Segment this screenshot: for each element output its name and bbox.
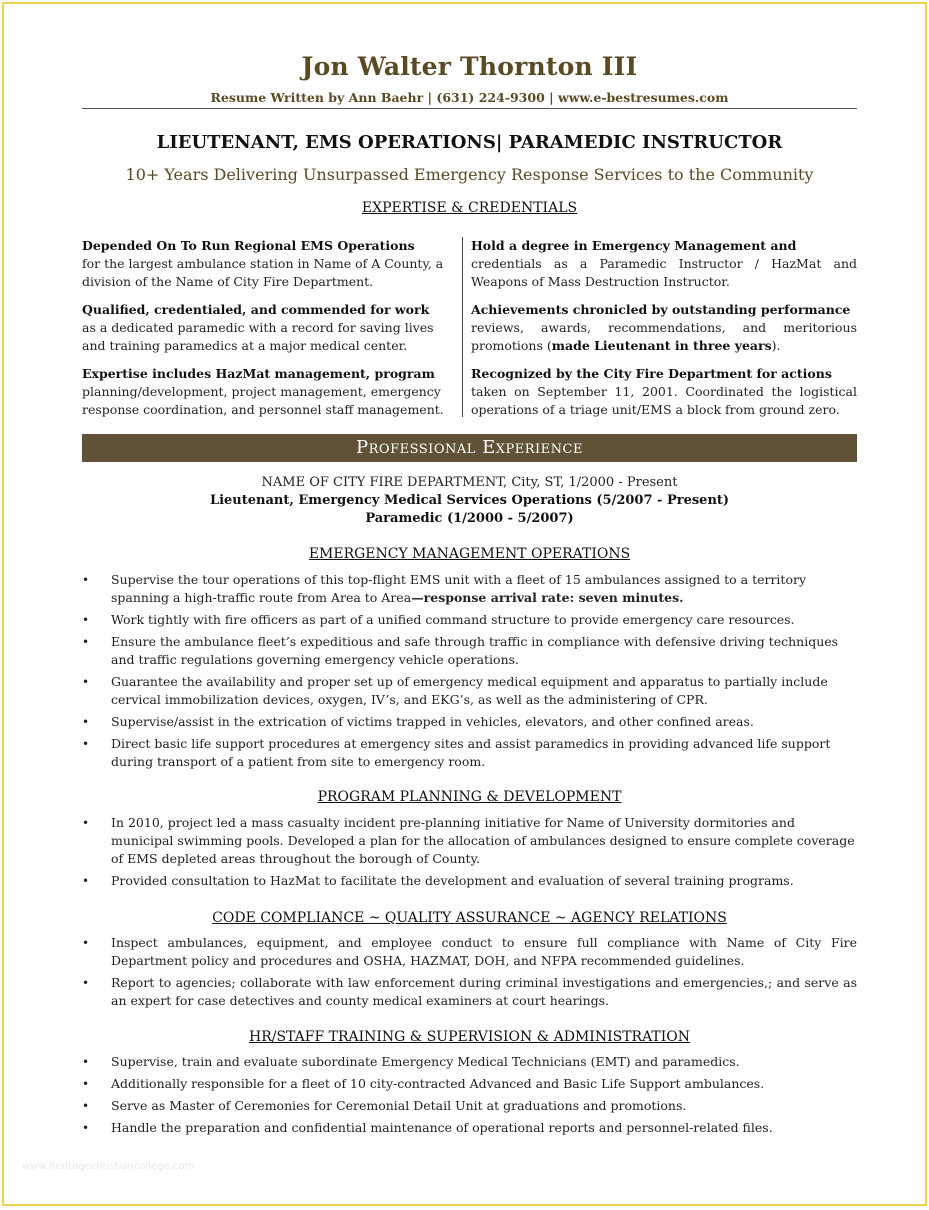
bullet-icon: •	[82, 635, 90, 649]
bullet-icon: •	[82, 573, 90, 587]
list-item	[82, 633, 857, 669]
bullet-text: Work tightly with fire officers as part of a unified command structure to provide emergency care resources.	[111, 612, 795, 627]
candidate-name: Jon Walter Thornton III	[301, 52, 638, 81]
bullet-list-hr-staff	[82, 1053, 857, 1141]
resume-page	[2, 2, 927, 1206]
bullet-list-code-compliance	[82, 934, 857, 1014]
list-item	[82, 673, 857, 709]
expertise-item	[471, 237, 857, 291]
list-item	[82, 713, 857, 731]
bullet-icon: •	[82, 1099, 90, 1113]
header-rule	[82, 108, 857, 109]
expertise-columns	[82, 237, 857, 417]
expertise-lead: Depended On To Run Regional EMS Operations	[82, 238, 415, 253]
list-item	[82, 1097, 857, 1115]
expertise-item	[471, 301, 857, 355]
bullet-text: Supervise/assist in the extrication of victims trapped in vehicles, elevators, and other confined areas.	[111, 714, 754, 729]
bullet-list-program-planning	[82, 814, 857, 894]
list-item	[82, 1119, 857, 1137]
bullet-text: Inspect ambulances, equipment, and employee conduct to ensure full compliance with Name of City Fire Department policy and procedures and OSHA, HAZMAT, DOH, and NFPA recommended guidelines.	[111, 935, 857, 968]
section-title-hr-staff: HR/STAFF TRAINING & SUPERVISION & ADMINISTRATION	[248, 1029, 691, 1045]
expertise-body: reviews, awards, recommendations, and meritorious promotions (	[471, 320, 857, 353]
employer-line: NAME OF CITY FIRE DEPARTMENT, City, ST, 1/2000 - Present	[261, 475, 678, 490]
bullet-text: Provided consultation to HazMat to facilitate the development and evaluation of several training programs.	[111, 873, 794, 888]
bullet-icon: •	[82, 816, 90, 830]
bullet-icon: •	[82, 675, 90, 689]
bullet-icon: •	[82, 715, 90, 729]
bullet-text: Additionally responsible for a fleet of 10 city-contracted Advanced and Basic Life Support ambulances.	[111, 1076, 765, 1091]
bullet-icon: •	[82, 936, 90, 950]
expertise-tail: ).	[771, 338, 781, 353]
expertise-lead: Achievements chronicled by outstanding performance	[471, 302, 851, 317]
list-item	[82, 611, 857, 629]
bullet-text: Guarantee the availability and proper set up of emergency medical equipment and apparatus to partially include cervical immobilization devices, oxygen, IV’s, and EKG’s, as well as the administering of CPR.	[111, 674, 828, 707]
footer-watermark: www.heritagechristiancollege.com	[22, 1161, 195, 1172]
expertise-body: credentials as a Paramedic Instructor / HazMat and Weapons of Mass Destruction Instructor.	[471, 256, 857, 289]
expertise-lead: Expertise includes HazMat management, program	[82, 366, 435, 381]
role-paramedic: Paramedic (1/2000 - 5/2007)	[365, 511, 574, 526]
role-lieutenant: Lieutenant, Emergency Medical Services Operations (5/2007 - Present)	[209, 493, 730, 508]
expertise-lead: Hold a degree in Emergency Management and	[471, 238, 797, 253]
section-title-program-planning: PROGRAM PLANNING & DEVELOPMENT	[317, 789, 622, 805]
bullet-icon: •	[82, 874, 90, 888]
bullet-text: Supervise, train and evaluate subordinate Emergency Medical Technicians (EMT) and paramedics.	[111, 1054, 740, 1069]
expertise-body: planning/development, project management, emergency response coordination, and personnel staff management.	[82, 384, 444, 417]
section-title-emergency-management: EMERGENCY MANAGEMENT OPERATIONS	[308, 546, 631, 562]
headline: LIEUTENANT, EMS OPERATIONS| PARAMEDIC INSTRUCTOR	[156, 132, 783, 153]
section-title-code-compliance: CODE COMPLIANCE ~ QUALITY ASSURANCE ~ AGENCY RELATIONS	[212, 910, 727, 926]
expertise-right-column	[471, 237, 857, 429]
expertise-lead: Recognized by the City Fire Department for actions	[471, 366, 832, 381]
list-item	[82, 814, 857, 868]
bullet-icon: •	[82, 737, 90, 751]
bullet-text: Handle the preparation and confidential maintenance of operational reports and personnel-related files.	[111, 1120, 773, 1135]
list-item	[82, 571, 857, 607]
expertise-item	[471, 365, 857, 419]
bullet-icon: •	[82, 613, 90, 627]
contact-line: Resume Written by Ann Baehr | (631) 224-9300 | www.e-bestresumes.com	[210, 90, 729, 105]
bullet-text: Report to agencies; collaborate with law enforcement during criminal investigations and emergencies,; and serve as an expert for case detectives and county medical examiners at court hearings.	[111, 975, 857, 1008]
tagline: 10+ Years Delivering Unsurpassed Emergency Response Services to the Community	[125, 165, 814, 184]
list-item	[82, 1053, 857, 1071]
list-item	[82, 974, 857, 1010]
expertise-item	[82, 301, 454, 355]
expertise-item	[82, 365, 454, 419]
expertise-body: taken on September 11, 2001. Coordinated the logistical operations of a triage unit/EMS a block from ground zero.	[471, 384, 857, 417]
bullet-text: Serve as Master of Ceremonies for Ceremonial Detail Unit at graduations and promotions.	[111, 1098, 687, 1113]
expertise-highlight: made Lieutenant in three years	[551, 338, 772, 353]
bullet-text: Direct basic life support procedures at emergency sites and assist paramedics in providing advanced life support during transport of a patient from site to emergency room.	[111, 736, 831, 769]
bullet-text: Ensure the ambulance fleet’s expeditious and safe through traffic in compliance with defensive driving techniques and traffic regulations governing emergency vehicle operations.	[111, 634, 839, 667]
bullet-text: Supervise the tour operations of this top-flight EMS unit with a fleet of 15 ambulances assigned to a territory spanning a high-traffic route from Area to Area	[111, 572, 807, 605]
expertise-lead: Qualified, credentialed, and commended for work	[82, 302, 430, 317]
expertise-item	[82, 237, 454, 291]
list-item	[82, 872, 857, 890]
expertise-title: EXPERTISE & CREDENTIALS	[361, 200, 578, 216]
expertise-left-column	[82, 237, 463, 417]
list-item	[82, 735, 857, 771]
bullet-highlight: —response arrival rate: seven minutes.	[411, 590, 684, 605]
bullet-icon: •	[82, 1077, 90, 1091]
bullet-list-emergency-management	[82, 571, 857, 775]
bullet-icon: •	[82, 1121, 90, 1135]
list-item	[82, 1075, 857, 1093]
list-item	[82, 934, 857, 970]
expertise-body: for the largest ambulance station in Name of A County, a division of the Name of City Fire Department.	[82, 256, 444, 289]
bullet-icon: •	[82, 1055, 90, 1069]
employer-block	[82, 474, 857, 528]
expertise-body: as a dedicated paramedic with a record for saving lives and training paramedics at a major medical center.	[82, 320, 434, 353]
bullet-icon: •	[82, 976, 90, 990]
experience-section-bar: Professional Experience	[82, 434, 857, 462]
bullet-text: In 2010, project led a mass casualty incident pre-planning initiative for Name of University dormitories and municipal swimming pools. Developed a plan for the allocation of ambulances designed to ensure complete coverage of EMS depleted areas throughout the borough of County.	[111, 815, 855, 866]
